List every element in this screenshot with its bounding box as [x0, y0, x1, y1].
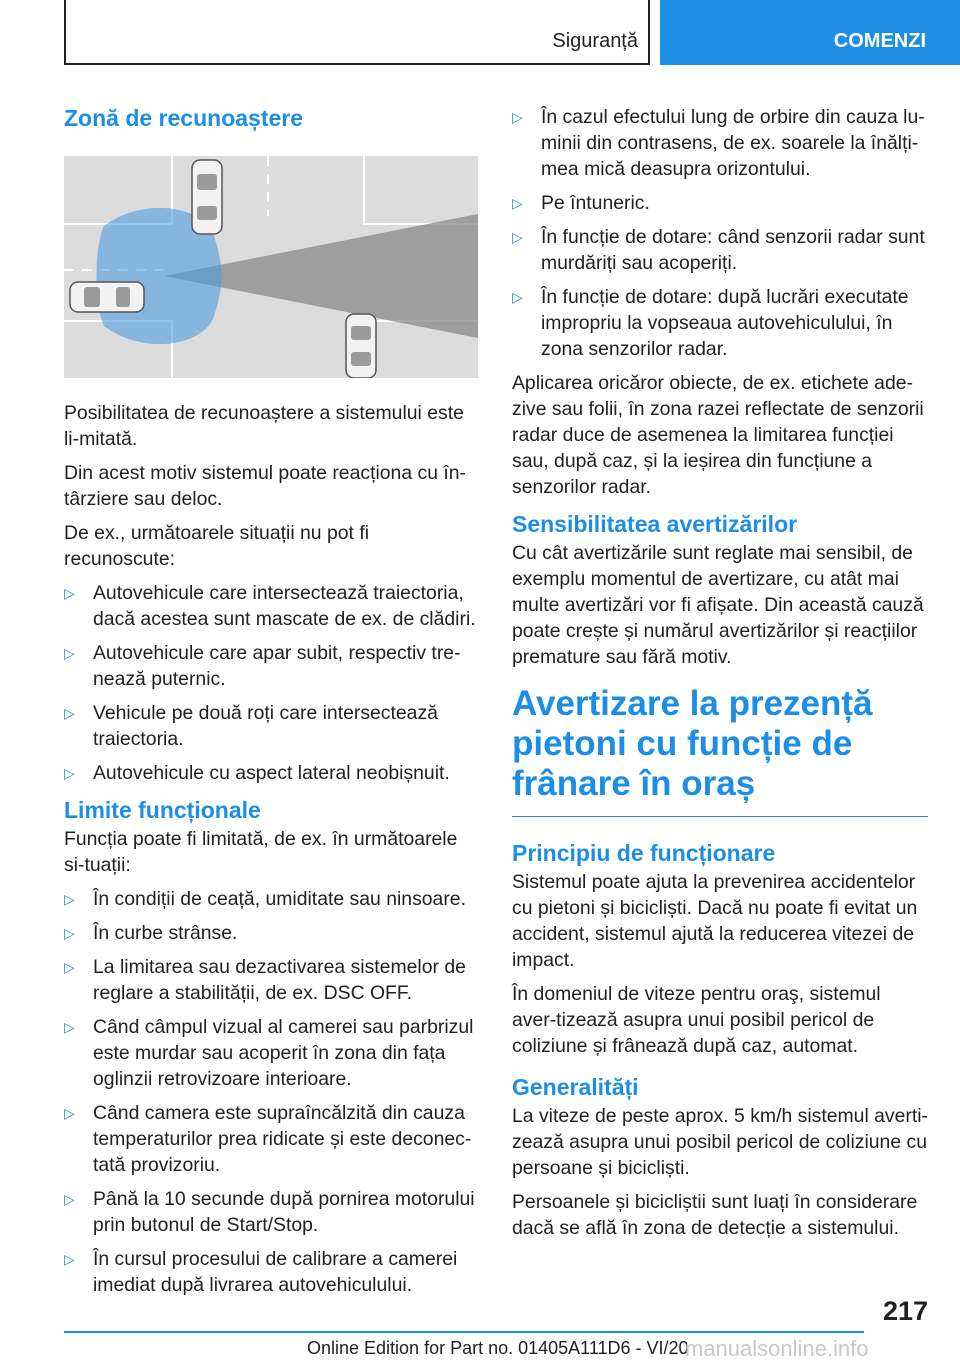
para-warning-sensitivity: Cu cât avertizările sunt reglate mai sensibil, de exemplu momentul de avertizare, cu atât mai multe avertizări vor fi afișate. Din această cauză poate crește și numărul avertizărilor și reacțiilor premature sau fără motiv. — [512, 542, 924, 668]
site-watermark: manualsonline.info — [685, 1336, 869, 1361]
list-item: ▷ Autovehicule cu aspect lateral neobișnuit. — [64, 762, 450, 784]
header-frame — [64, 0, 650, 65]
triangle-bullet-icon: ▷ — [512, 195, 523, 211]
list-item: ▷ Autovehicule care apar subit, respectiv tre-nează puternic. — [64, 642, 461, 690]
continued-limits-list — [512, 104, 928, 362]
para-radar-objects: Aplicarea oricăror obiecte, de ex. etichete ade-zive sau folii, în zona razei reflectate de senzorii radar duce de asemenea la limitarea funcției sau, după caz, și la ieșirea din funcțiune a senzorilor radar. — [512, 372, 924, 498]
list-item: ▷ Autovehicule care intersectează traiectoria, dacă acestea sunt mascate de ex. de clădiri. — [64, 582, 476, 630]
triangle-bullet-icon: ▷ — [64, 645, 75, 661]
para-general-1: La viteze de peste aprox. 5 km/h sistemul averti-zează asupra unui posibil pericol de coliziune cu persoane și bicicliști. — [512, 1105, 929, 1179]
section-title: Siguranță — [552, 30, 638, 52]
footer-divider — [64, 1331, 864, 1333]
left-column — [64, 96, 478, 1306]
list-item: ▷ La limitarea sau dezactivarea sistemelor de reglare a stabilității, de ex. DSC OFF. — [64, 956, 466, 1004]
pedestrian-warning-heading: Avertizare la prezență pietoni cu funcție de frânare în oraș — [512, 684, 928, 817]
recognition-zone-figure — [64, 156, 478, 378]
functional-limits-list — [64, 886, 478, 1298]
list-item: ▷ Când camera este supraîncălzită din cauza temperaturilor prea ridicate și este deconec-tată provizoriu. — [64, 1102, 472, 1176]
list-item: ▷ În cursul procesului de calibrare a camerei imediat după livrarea autovehiculului. — [64, 1248, 458, 1296]
operating-principle-heading: Principiu de funcționare — [512, 840, 776, 866]
recognition-zone-heading: Zonă de recunoaștere — [64, 105, 304, 131]
para-general-2: Persoanele și bicicliștii sunt luați în considerare dacă se află în zona de detecție a sistemului. — [512, 1191, 918, 1239]
list-item: ▷ În funcție de dotare: când senzorii radar sunt murdăriți sau acoperiți. — [512, 226, 925, 274]
list-item: ▷ În curbe strânse. — [64, 922, 238, 944]
right-column — [512, 96, 928, 1249]
car-top — [192, 160, 222, 234]
warning-sensitivity-heading: Sensibilitatea avertizărilor — [512, 511, 798, 537]
list-item: ▷ Pe întuneric. — [512, 192, 650, 214]
list-item: ▷ Vehicule pe două roți care intersectează traiectoria. — [64, 702, 438, 750]
functional-limits-heading: Limite funcționale — [64, 797, 261, 823]
triangle-bullet-icon: ▷ — [64, 925, 75, 941]
triangle-bullet-icon: ▷ — [64, 1019, 75, 1035]
edition-info: Online Edition for Part no. 01405A111D6 - VI/20 — [307, 1338, 689, 1358]
para-delayed-reaction: Din acest motiv sistemul poate reacționa cu în-târziere sau deloc. — [64, 462, 466, 510]
car-left — [70, 282, 144, 312]
triangle-bullet-icon: ▷ — [64, 1105, 75, 1121]
triangle-bullet-icon: ▷ — [64, 1191, 75, 1207]
chapter-tab-label: COMENZI — [833, 30, 926, 52]
para-limits-intro: Funcția poate fi limitată, de ex. în următoarele si-tuații: — [64, 828, 458, 876]
unrecognized-situations-list — [64, 580, 478, 786]
list-item: ▷ Până la 10 secunde după pornirea motorului prin butonul de Start/Stop. — [64, 1188, 475, 1236]
para-principle-1: Sistemul poate ajuta la prevenirea accidentelor cu pietoni și bicicliști. Dacă nu poate fi evitat un accident, sistemul ajută la reducerea vitezei de impact. — [512, 871, 918, 971]
para-recognition-limited: Posibilitatea de recunoaștere a sistemului este li-mitată. — [64, 402, 464, 450]
para-examples-intro: De ex., următoarele situații nu pot fi recunoscute: — [64, 522, 370, 570]
triangle-bullet-icon: ▷ — [64, 1251, 75, 1267]
chapter-tab[interactable] — [660, 0, 960, 65]
general-heading: Generalități — [512, 1074, 639, 1100]
triangle-bullet-icon: ▷ — [512, 289, 523, 305]
triangle-bullet-icon: ▷ — [512, 109, 523, 125]
triangle-bullet-icon: ▷ — [64, 891, 75, 907]
list-item: ▷ În cazul efectului lung de orbire din cauza lu-minii din contrasens, de ex. soarele la înălți-mea mică deasupra orizontului. — [512, 106, 925, 180]
triangle-bullet-icon: ▷ — [64, 765, 75, 781]
triangle-bullet-icon: ▷ — [512, 229, 523, 245]
triangle-bullet-icon: ▷ — [64, 705, 75, 721]
para-principle-2: În domeniul de viteze pentru oraş, sistemul aver-tizează asupra unui posibil pericol de coliziune și frânează după caz, automat. — [512, 983, 881, 1057]
page-number: 217 — [882, 1296, 928, 1326]
car-bottom — [346, 314, 376, 378]
triangle-bullet-icon: ▷ — [64, 585, 75, 601]
triangle-bullet-icon: ▷ — [64, 959, 75, 975]
list-item: ▷ În condiții de ceață, umiditate sau ninsoare. — [64, 888, 466, 910]
list-item: ▷ Când câmpul vizual al camerei sau parbrizul este murdar sau acoperit în zona din fața oglinzii retrovizoare interioare. — [64, 1016, 474, 1090]
list-item: ▷ În funcție de dotare: după lucrări executate impropriu la vopseaua autovehiculului, în zona senzorilor radar. — [512, 286, 909, 360]
